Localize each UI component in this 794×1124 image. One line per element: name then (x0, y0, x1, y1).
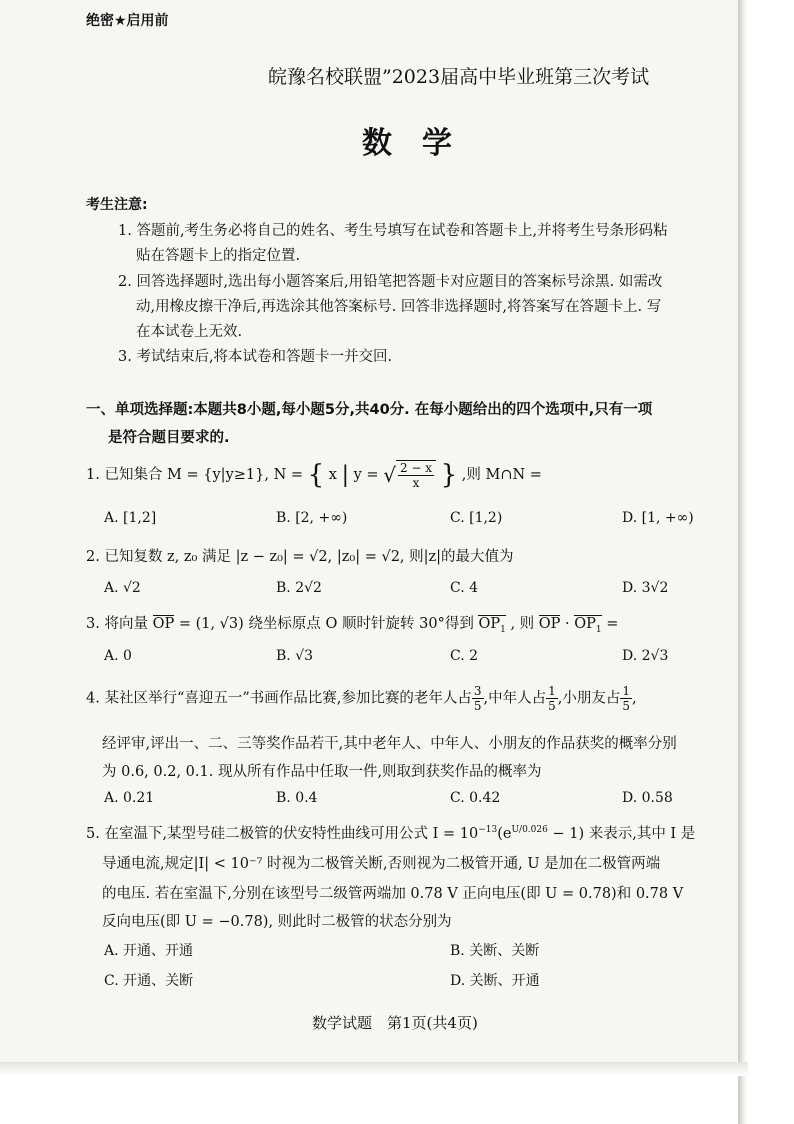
q3-text-3: , 则 (510, 616, 535, 632)
page-bottom-shadow (0, 1062, 748, 1076)
q2-option-b: B. 2√2 (276, 580, 322, 596)
q1-suffix: ,则 M∩N = (461, 467, 542, 483)
q3-vector-op (153, 615, 175, 631)
q5-exponent: −13 (478, 825, 498, 836)
q4-text-1: 4. 某社区举行“喜迎五一”书画作品比赛,参加比赛的老年人占 (86, 690, 472, 707)
q5-text-2: (e (497, 826, 512, 842)
q3-vector-op1 (478, 615, 505, 637)
page-edge-shadow (738, 0, 748, 1124)
q4-text-3: ,小朋友占 (557, 690, 621, 707)
q3-option-c: C. 2 (450, 648, 479, 664)
q5-option-b: B. 关断、关断 (450, 943, 540, 959)
question-4-line-3: 为 0.6, 0.2, 0.1. 现从所有作品中任取一件,则取到获奖作品的概率为 (102, 764, 542, 780)
q2-option-d: D. 3√2 (622, 580, 669, 596)
q1-divider: | (341, 462, 350, 488)
q1-brace-open: { (307, 460, 325, 490)
q4-option-c: C. 0.42 (450, 790, 501, 806)
question-4-line-2: 经评审,评出一、二、三等奖作品若干,其中老年人、中年人、小朋友的作品获奖的概率分别 (102, 736, 677, 752)
q3-option-d: D. 2√3 (622, 648, 669, 664)
q4-frac-num: 1 (548, 684, 556, 698)
q1-frac-den: x (412, 476, 420, 490)
notice-item-2-cont2: 在本试卷上无效. (136, 324, 243, 340)
exam-title: 皖豫名校联盟”2023届高中毕业班第三次考试 (268, 66, 650, 88)
q3-subscript: 1 (500, 624, 506, 635)
section-1-heading: 一、单项选择题:本题共8小题,每小题5分,共40分. 在每小题给出的四个选项中,只有一项 (86, 402, 653, 418)
q2-option-a: A. √2 (104, 580, 141, 596)
q4-frac-child (620, 684, 632, 713)
q5-text-3: − 1) 来表示,其中 I 是 (547, 826, 696, 842)
q5-option-d: D. 关断、开通 (450, 973, 540, 989)
q4-frac-elderly (472, 684, 484, 713)
q5-text-1: 5. 在室温下,某型号硅二极管的伏安特性曲线可用公式 I = 10 (86, 826, 479, 842)
q1-option-a: A. [1,2] (104, 510, 157, 526)
question-5-line-4: 反向电压(即 U = −0.78), 则此时二极管的状态分别为 (102, 914, 452, 930)
question-5-line-3: 的电压. 若在室温下,分别在该型号二级管两端加 0.78 V 正向电压(即 U = 0.78)和 0.78 V (102, 886, 684, 902)
q3-vector-label: OP (152, 616, 175, 632)
q4-option-a: A. 0.21 (104, 790, 155, 806)
q3-option-a: A. 0 (104, 648, 132, 664)
question-5-line-2: 导通电流,规定|I| < 10⁻⁷ 时视为二极管关断,否则视为二极管开通, U 是加在二极管两端 (102, 856, 661, 872)
notice-item-2: 2. 回答选择题时,选出每小题答案后,用铅笔把答题卡对应题目的答案标号涂黑. 如需改 (118, 274, 663, 290)
q4-text-2: ,中年人占 (483, 690, 547, 707)
notice-item-1-cont: 贴在答题卡上的指定位置. (136, 248, 301, 264)
confidential-label: 绝密★启用前 (86, 13, 169, 29)
q3-option-b: B. √3 (276, 648, 314, 664)
q5-option-c: C. 开通、关断 (104, 973, 194, 989)
notice-item-2-cont: 动,用橡皮擦干净后,再选涂其他答案标号. 回答非选择题时,将答案写在答题卡上. 写 (136, 299, 662, 315)
q3-subscript: 1 (595, 624, 602, 635)
q2-option-c: C. 4 (450, 580, 479, 596)
q4-frac-den: 5 (622, 699, 631, 713)
sqrt-icon: √ (383, 463, 396, 487)
notice-heading: 考生注意: (86, 197, 148, 213)
q3-dot: · (565, 616, 570, 632)
question-4 (86, 684, 637, 713)
q4-frac-middle (546, 684, 558, 713)
q4-frac-den: 5 (473, 699, 482, 713)
q4-frac-num: 1 (622, 684, 631, 698)
subject-title: 数学 (362, 126, 482, 161)
q1-set-var: x (328, 467, 337, 483)
question-5 (86, 822, 695, 843)
q1-option-d: D. [1, +∞) (622, 510, 694, 526)
q3-text-5: = (606, 616, 619, 632)
q4-frac-den: 5 (548, 699, 556, 713)
q3-vector-label: OP (478, 616, 501, 632)
page-footer: 数学试题 第1页(共4页) (312, 1014, 478, 1032)
q1-option-b: B. [2, +∞) (276, 510, 348, 526)
q3-vector-op-b (539, 615, 561, 631)
q3-vector-label: OP (574, 616, 596, 632)
notice-item-1: 1. 答题前,考生务必将自己的姓名、考生号填写在试卷和答题卡上,并将考生号条形码粘 (118, 223, 668, 239)
q5-option-a: A. 开通、开通 (104, 943, 194, 959)
q1-option-c: C. [1,2) (450, 510, 503, 526)
q4-text-4: , (632, 690, 637, 707)
section-1-heading-cont: 是符合题目要求的. (108, 430, 230, 446)
q1-frac-num: 2 − x (399, 461, 433, 475)
q5-exponent-2: U/0.026 (511, 825, 548, 836)
q3-vector-label: OP (538, 616, 561, 632)
q1-prefix: 1. 已知集合 M = {y|y≥1}, N = (86, 467, 304, 483)
q3-vector-op1-b (574, 615, 601, 637)
question-1 (86, 460, 542, 490)
question-2: 2. 已知复数 z, z₀ 满足 |z − z₀| = √2, |z₀| = √2, 则|z|的最大值为 (86, 549, 514, 565)
q1-set-y: y = (353, 467, 379, 483)
q1-fraction (396, 460, 436, 490)
q3-text-1: 3. 将向量 (86, 616, 148, 632)
question-3 (86, 612, 618, 637)
notice-item-3: 3. 考试结束后,将本试卷和答题卡一并交回. (118, 349, 393, 365)
q1-brace-close: } (440, 460, 458, 490)
q4-frac-num: 3 (473, 684, 482, 698)
q3-text-2: = (1, √3) 绕坐标原点 O 顺时针旋转 30°得到 (178, 616, 474, 632)
q4-option-d: D. 0.58 (622, 790, 673, 806)
q4-option-b: B. 0.4 (276, 790, 318, 806)
